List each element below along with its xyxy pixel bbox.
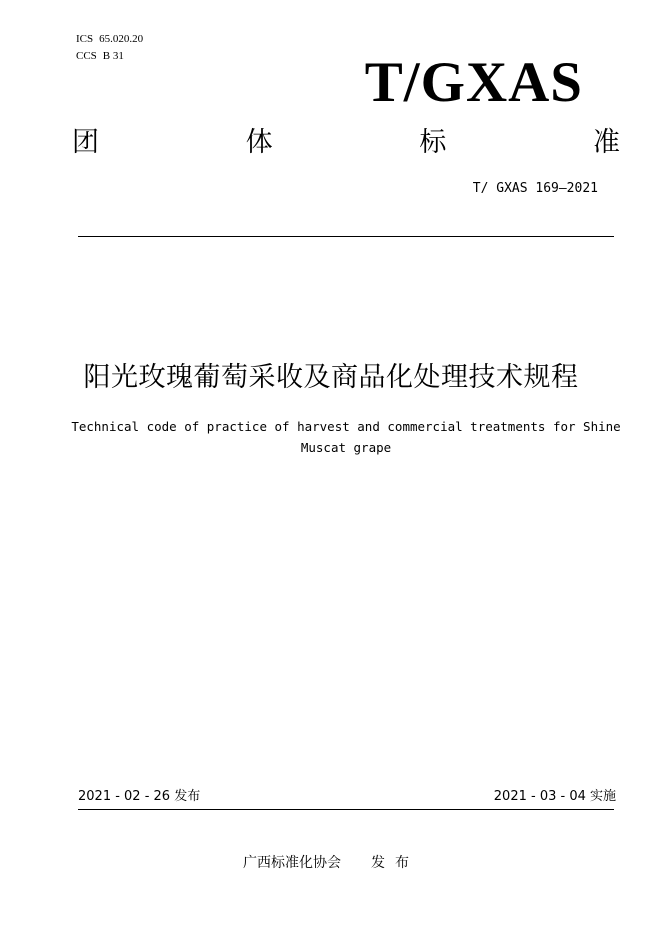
standard-type-char: 体 [245,127,273,158]
ccs-label: CCS [76,50,97,62]
ics-value: 65.020.20 [99,33,144,45]
ccs-value: B 31 [102,50,124,62]
publisher-name: 广西标准化协会 [243,855,341,871]
standard-type-char: 准 [592,127,620,158]
organization-logo: T/GXAS [364,51,583,114]
issue-date: 2021 - 02 - 26 发布 [78,789,201,804]
title-english: Technical code of practice of harvest and commercial treatments for Shine Muscat grape [71,419,621,455]
standard-number: T/ GXAS 169—2021 [472,181,598,196]
footer-divider [78,809,614,810]
standard-type [72,126,620,160]
ics-label: ICS [76,33,94,45]
ccs-code [76,49,124,63]
ics-code [76,32,143,46]
header-divider [78,236,614,237]
publisher [0,853,662,873]
implementation-date: 2021 - 03 - 04 实施 [493,789,616,804]
standard-type-char: 标 [419,127,447,158]
publisher-action: 发布 [371,855,419,871]
title-chinese: 阳光玫瑰葡萄采收及商品化处理技术规程 [83,362,579,393]
standard-type-char: 团 [72,127,99,158]
